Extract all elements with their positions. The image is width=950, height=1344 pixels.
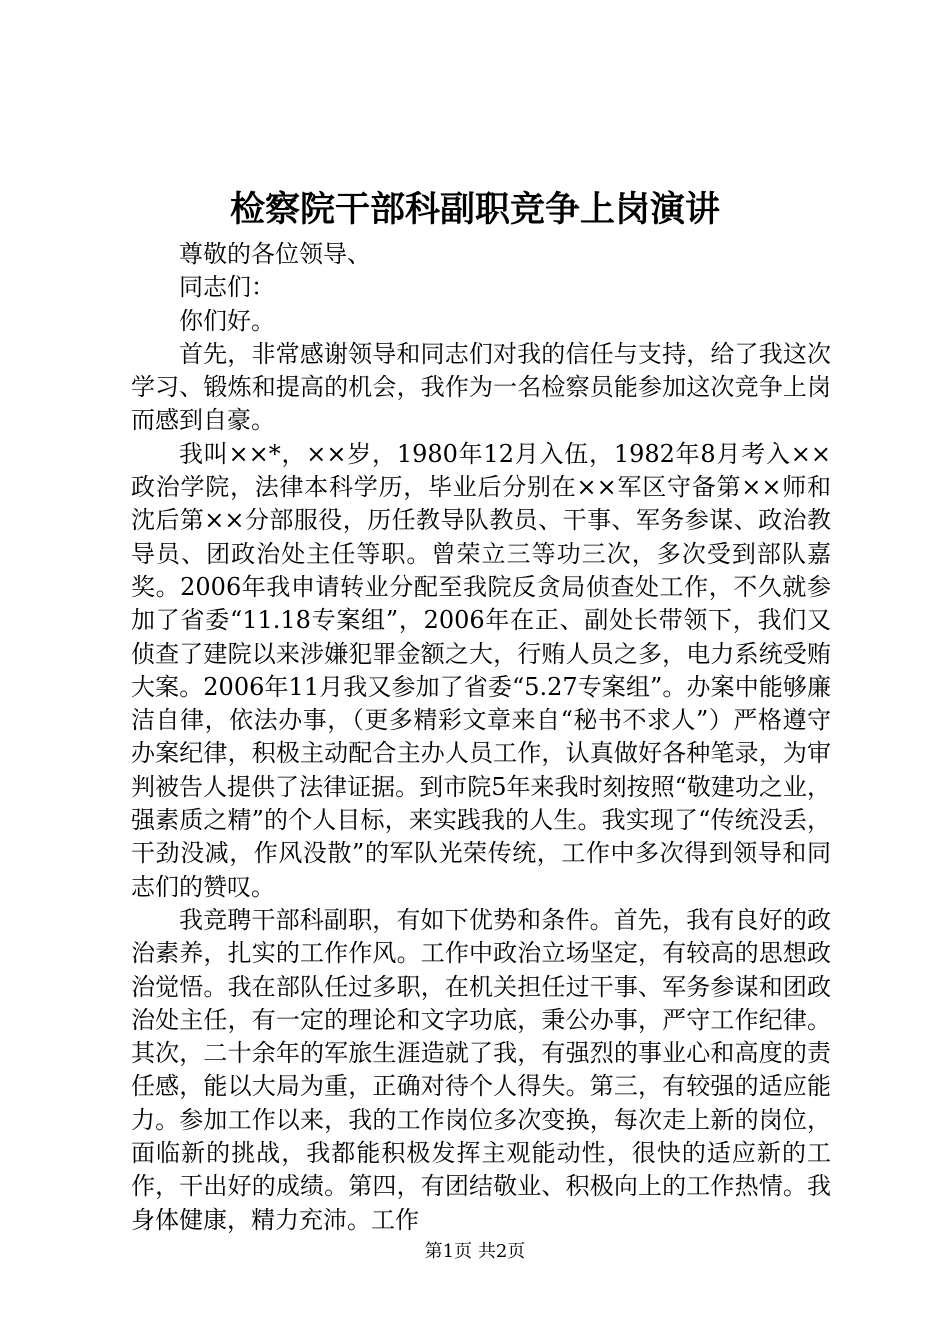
body-paragraph: 首先，非常感谢领导和同志们对我的信任与支持，给了我这次学习、锻炼和提高的机会，我作为一名检察员能参加这次竞争上岗而感到自豪。 <box>131 339 831 435</box>
salutation-line: 尊敬的各位领导、 <box>179 240 371 268</box>
greeting-line: 你们好。 <box>179 306 275 335</box>
body-paragraph: 我竞聘干部科副职，有如下优势和条件。首先，我有良好的政治素养，扎实的工作作风。工作中政治立场坚定，有较高的思想政治觉悟。我在部队任过多职，在机关担任过干事、军务参谋和团政治处主任，有一定的理论和文字功底，秉公办事，严守工作纪律。其次，二十余年的军旅生涯造就了我，有强烈的事业心和高度的责任感，能以大局为重，正确对待个人得失。第三，有较强的适应能力。参加工作以来，我的工作岗位多次变换，每次走上新的岗位，面临新的挑战，我都能积极发挥主观能动性，很快的适应新的工作，干出好的成绩。第四，有团结敬业、积极向上的工作热情。我身体健康，精力充沛。工作 <box>131 905 831 1234</box>
page-number-footer: 第1页 共2页 <box>424 1241 526 1262</box>
body-paragraph: 我叫××*，××岁，1980年12月入伍，1982年8月考入××政治学院，法律本科学历，毕业后分别在××军区守备第××师和沈后第××分部服役，历任教导队教员、干事、军务参谋、政治教导员、团政治处主任等职。曾荣立三等功三次，多次受到部队嘉奖。2006年我申请转业分配至我院反贪局侦查处工作，不久就参加了省委“11.18专案组”，2006年在正、副处长带领下，我们又侦查了建院以来涉嫌犯罪金额之大，行贿人员之多，电力系统受贿大案。2006年11月我又参加了省委“5.27专案组”。办案中能够廉洁自律，依法办事，（更多精彩文章来自“秘书不求人”）严格遵守办案纪律，积极主动配合主办人员工作，认真做好各种笔录，为审判被告人提供了法律证据。到市院5年来我时刻按照“敬建功之业，强素质之精”的个人目标，来实践我的人生。我实现了“传统没丢，干劲没减，作风没散”的军队光荣传统，工作中多次得到领导和同志们的赞叹。 <box>131 439 831 901</box>
document-body <box>131 238 831 1237</box>
salutation-line: 同志们： <box>179 273 275 302</box>
document-title: 检察院干部科副职竞争上岗演讲 <box>229 190 720 230</box>
